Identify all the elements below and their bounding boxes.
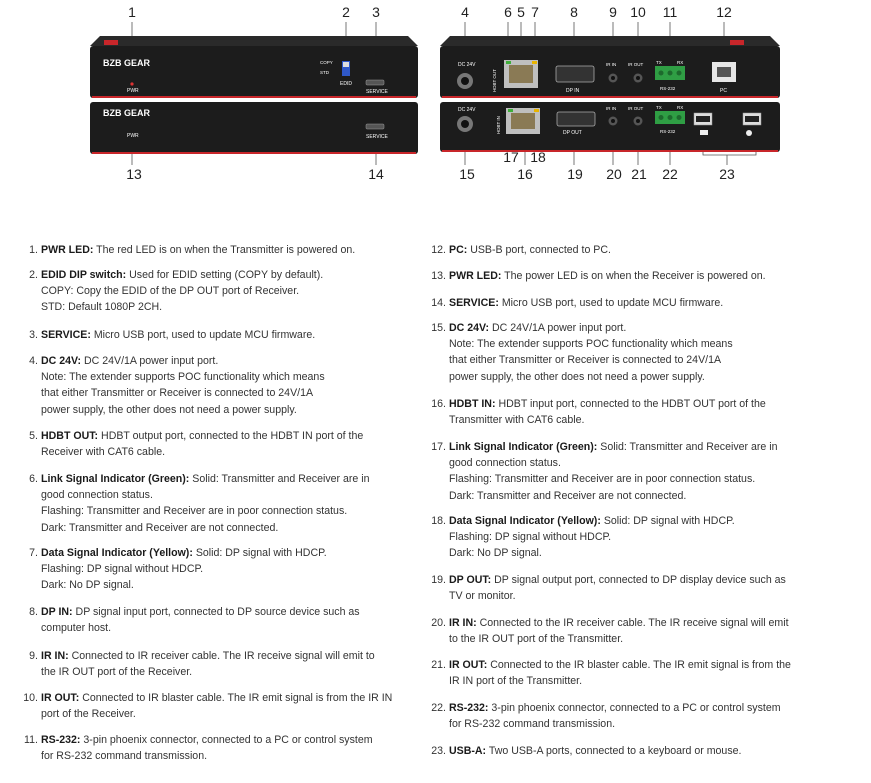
callout-21: 21: [631, 166, 647, 182]
callout-7: 7: [531, 4, 539, 20]
tx-label-receiver: TX: [656, 105, 662, 110]
ir-out-label: IR OUT: [628, 62, 644, 67]
list-item: 16. HDBT IN: HDBT input port, connected to the HDBT OUT port of the Transmitter with CAT6 cable.: [431, 398, 766, 427]
feature-list-left: [16, 0, 436, 783]
feature-list-right: [424, 0, 864, 783]
list-item: 8. DP IN: DP signal input port, connected to DP source device such as computer host.: [29, 606, 360, 635]
callout-9: 9: [609, 4, 617, 20]
list-item: 3. SERVICE: Micro USB port, used to update MCU firmware.: [29, 329, 316, 341]
std-label: STD: [320, 70, 329, 75]
dp-out-label: DP OUT: [563, 130, 582, 136]
callout-20: 20: [606, 166, 622, 182]
callout-14: 14: [368, 166, 384, 182]
callout-17: 17: [503, 149, 519, 165]
list-item: 12. PC: USB-B port, connected to PC.: [431, 244, 611, 256]
hdbt-in-label: HDBT IN: [496, 116, 501, 134]
pwr-label: PWR: [127, 88, 139, 94]
callout-10: 10: [630, 4, 646, 20]
rs232-label-receiver: RS-232: [660, 129, 676, 134]
callout-2: 2: [342, 4, 350, 20]
ir-out-label-receiver: IR OUT: [628, 106, 644, 111]
list-item: 1. PWR LED: The red LED is on when the Transmitter is powered on.: [29, 244, 356, 256]
callout-16: 16: [517, 166, 533, 182]
edid-label: EDID: [340, 81, 352, 87]
tx-label: TX: [656, 60, 662, 65]
ir-in-label-receiver: IR IN: [606, 106, 617, 111]
callout-8: 8: [570, 4, 578, 20]
list-item: 18. Data Signal Indicator (Yellow): Solid: DP signal with HDCP. Flashing: DP signal without HDCP. Dark: No DP signal.: [431, 515, 735, 560]
brand-logo-receiver: BZB GEAR: [103, 108, 150, 118]
list-item: 6. Link Signal Indicator (Green): Solid: Transmitter and Receiver are in good connection status. Flashing: Transmitter and Receiver are in poor connection status. Dark: Transmitter and Receiver are not connected.: [29, 473, 370, 534]
rs232-label: RS-232: [660, 86, 676, 91]
callout-5: 5: [517, 4, 525, 20]
callout-1: 1: [128, 4, 136, 20]
pwr-label-receiver: PWR: [127, 133, 139, 139]
callout-11: 11: [662, 4, 678, 20]
callout-15: 15: [459, 166, 475, 182]
callout-12: 12: [716, 4, 732, 20]
callout-13: 13: [126, 166, 142, 182]
list-item: 15. DC 24V: DC 24V/1A power input port. Note: The extender supports POC functionality which means that either Transmitter or Receiver is connected to 24V/1A power supply, the other does not need a power supply.: [431, 322, 733, 383]
list-item: 4. DC 24V: DC 24V/1A power input port. Note: The extender supports POC functionality which means that either Transmitter or Receiver is connected to 24V/1A power supply, the other does not need a power supply.: [29, 355, 325, 416]
list-item: 7. Data Signal Indicator (Yellow): Solid: DP signal with HDCP. Flashing: DP signal without HDCP. Dark: No DP signal.: [29, 547, 327, 592]
pc-label: PC: [720, 88, 727, 94]
copy-label: COPY: [320, 60, 333, 65]
callout-22: 22: [662, 166, 678, 182]
ir-in-label: IR IN: [606, 62, 617, 67]
list-item: 17. Link Signal Indicator (Green): Solid: Transmitter and Receiver are in good connection status. Flashing: Transmitter and Receiver are in poor connection status. Dark: Transmitter and Receiver are not connected.: [431, 441, 778, 502]
list-item: 2. EDID DIP switch: Used for EDID setting (COPY by default). COPY: Copy the EDID of the DP OUT port of Receiver. STD: Default 1080P 2CH.: [29, 269, 324, 314]
list-item: 14. SERVICE: Micro USB port, used to update MCU firmware.: [431, 297, 724, 309]
rx-label-receiver: RX: [677, 105, 684, 110]
list-item: 21. IR OUT: Connected to the IR blaster cable. The IR emit signal is from the IR IN port of the Transmitter.: [431, 659, 791, 688]
service-label: SERVICE: [366, 89, 388, 95]
rx-label: RX: [677, 60, 684, 65]
list-item: 20. IR IN: Connected to the IR receiver cable. The IR receive signal will emit to the IR OUT port of the Transmitter.: [431, 617, 789, 646]
brand-logo: BZB GEAR: [103, 58, 150, 68]
callout-19: 19: [567, 166, 583, 182]
dc24v-label-receiver: DC 24V: [458, 107, 476, 113]
hdbt-out-label: HDBT OUT: [492, 69, 497, 92]
list-item: 13. PWR LED: The power LED is on when the Receiver is powered on.: [431, 270, 766, 282]
dp-in-label: DP IN: [566, 88, 580, 94]
callout-18: 18: [530, 149, 546, 165]
dc24v-label: DC 24V: [458, 62, 476, 68]
list-item: 22. RS-232: 3-pin phoenix connector, connected to a PC or control system for RS-232 command transmission.: [431, 702, 781, 731]
callout-4: 4: [461, 4, 469, 20]
callout-3: 3: [372, 4, 380, 20]
callout-6: 6: [504, 4, 512, 20]
list-item: 19. DP OUT: DP signal output port, connected to DP display device such as TV or monitor.: [431, 574, 786, 603]
list-item: 23. USB-A: Two USB-A ports, connected to a keyboard or mouse.: [431, 745, 742, 757]
list-item: 5. HDBT OUT: HDBT output port, connected to the HDBT IN port of the Receiver with CAT6 cable.: [29, 430, 364, 459]
list-item: 9. IR IN: Connected to IR receiver cable. The IR receive signal will emit to the IR OUT port of the Receiver.: [29, 650, 375, 679]
service-label-receiver: SERVICE: [366, 134, 388, 140]
list-item: 10. IR OUT: Connected to IR blaster cable. The IR emit signal is from the IR IN port of the Receiver.: [23, 692, 393, 721]
list-item: 11. RS-232: 3-pin phoenix connector, connected to a PC or control system for RS-232 command transmission.: [24, 734, 373, 763]
callout-23: 23: [719, 166, 735, 182]
